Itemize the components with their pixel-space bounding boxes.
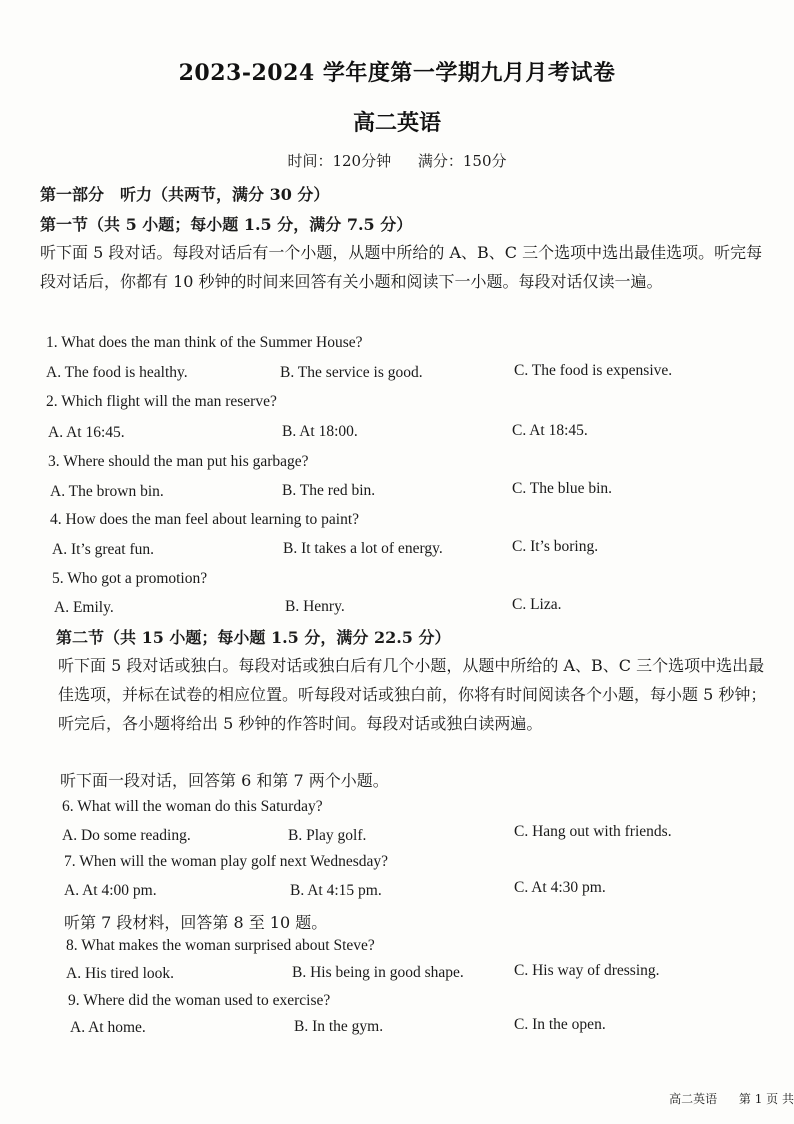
question-1: 1. What does the man think of the Summer House? [46, 334, 363, 351]
q3-option-a: A. The brown bin. [50, 483, 164, 500]
q4-option-b: B. It takes a lot of energy. [283, 540, 443, 557]
part1-heading: 第一部分 听力（共两节，满分 30 分） [40, 185, 330, 204]
q5-option-b: B. Henry. [285, 598, 345, 615]
q3-option-c: C. The blue bin. [512, 480, 613, 497]
q1-option-a: A. The food is healthy. [46, 364, 188, 381]
question-9: 9. Where did the woman used to exercise? [68, 992, 331, 1009]
question-7: 7. When will the woman play golf next Wednesday? [64, 853, 389, 870]
question-5: 5. Who got a promotion? [52, 570, 208, 587]
footer-page-number: 第 1 页 共 [738, 1092, 794, 1106]
q9-option-c: C. In the open. [514, 1016, 606, 1033]
q2-option-b: B. At 18:00. [282, 423, 358, 440]
q7-option-b: B. At 4:15 pm. [290, 882, 382, 899]
q4-option-c: C. It’s boring. [512, 538, 599, 555]
q5-option-c: C. Liza. [512, 596, 562, 613]
q7-option-c: C. At 4:30 pm. [514, 879, 606, 896]
section2-instructions: 听下面 5 段对话或独白。每段对话或独白后有几个小题，从题中所给的 A、B、C 三个选项中选出最佳选项，并标在试卷的相应位置。听每段对话或独白前，你将有时间阅读各个小题，每小题 5 秒钟；听完后，各小题将给出 5 秒钟的作答时间。每段对话或独白读两遍。 [58, 656, 767, 733]
q9-option-a: A. At home. [70, 1019, 146, 1036]
q6-option-c: C. Hang out with friends. [514, 823, 672, 840]
question-3: 3. Where should the man put his garbage? [48, 453, 309, 470]
q9-option-b: B. In the gym. [294, 1018, 384, 1035]
q8-option-b: B. His being in good shape. [292, 964, 464, 981]
section1-instructions: 听下面 5 段对话。每段对话后有一个小题，从题中所给的 A、B、C 三个选项中选出最佳选项。听完每段对话后，你都有 10 秒钟的时间来回答有关小题和阅读下一小题。每段对话仅读一遍。 [40, 243, 763, 291]
section2-note-2: 听第 7 段材料，回答第 8 至 10 题。 [64, 913, 328, 932]
section1-heading: 第一节（共 5 小题；每小题 1.5 分，满分 7.5 分） [40, 215, 413, 234]
exam-title: 2023-2024 学年度第一学期九月月考试卷 [178, 60, 616, 86]
q5-option-a: A. Emily. [54, 599, 114, 616]
page-footer [669, 1090, 794, 1107]
q8-option-c: C. His way of dressing. [514, 962, 660, 979]
q6-option-b: B. Play golf. [288, 827, 367, 844]
q3-option-b: B. The red bin. [282, 482, 376, 499]
question-6: 6. What will the woman do this Saturday? [62, 798, 323, 815]
exam-meta [0, 150, 794, 171]
q1-option-b: B. The service is good. [280, 364, 423, 381]
q4-option-a: A. It’s great fun. [52, 541, 155, 558]
footer-subject: 高二英语 [669, 1092, 718, 1106]
q7-option-a: A. At 4:00 pm. [64, 882, 157, 899]
q1-option-c: C. The food is expensive. [514, 362, 673, 379]
section2-note-1: 听下面一段对话，回答第 6 和第 7 两个小题。 [60, 771, 389, 790]
question-4: 4. How does the man feel about learning to paint? [50, 511, 360, 528]
q6-option-a: A. Do some reading. [62, 827, 191, 844]
section2-heading: 第二节（共 15 小题；每小题 1.5 分，满分 22.5 分） [56, 628, 451, 647]
q8-option-a: A. His tired look. [66, 965, 175, 982]
q2-option-c: C. At 18:45. [512, 422, 588, 439]
q2-option-a: A. At 16:45. [48, 424, 125, 441]
question-8: 8. What makes the woman surprised about Steve? [66, 937, 375, 954]
time-limit: 时间：120分钟 [287, 152, 392, 170]
exam-subject: 高二英语 [352, 110, 441, 136]
question-2: 2. Which flight will the man reserve? [46, 393, 277, 410]
full-score: 满分：150分 [417, 152, 507, 170]
